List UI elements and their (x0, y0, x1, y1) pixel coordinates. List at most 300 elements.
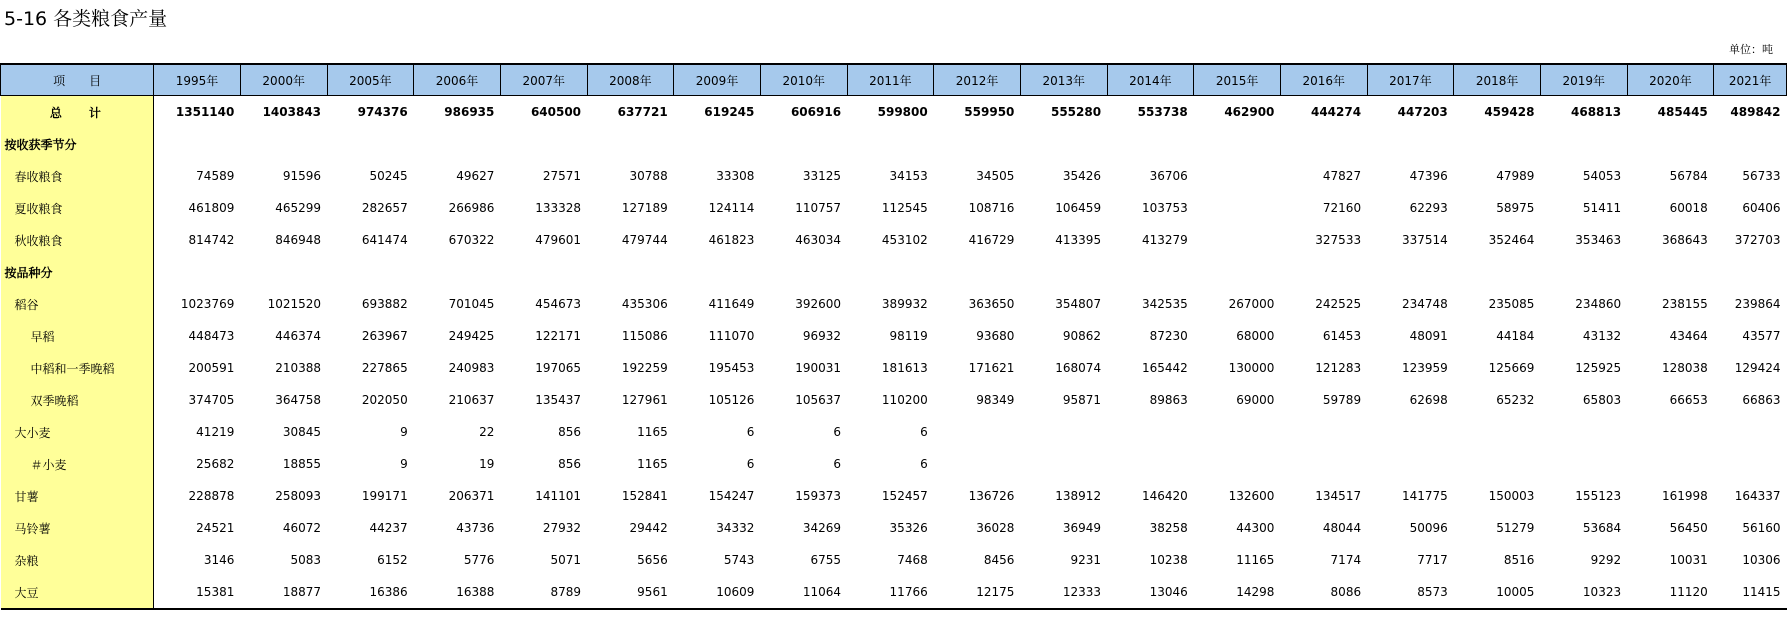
table-cell: 168074 (1055, 361, 1102, 375)
table-cell (934, 256, 1021, 288)
table-cell: 282657 (361, 201, 408, 215)
table-cell (1020, 256, 1107, 288)
table-cell (1107, 416, 1194, 448)
table-cell: 5776 (463, 553, 495, 567)
table-cell: 479601 (535, 233, 582, 247)
table-cell: 11165 (1236, 553, 1275, 567)
table-cell: 444274 (1310, 105, 1362, 119)
table-cell: 1021520 (267, 297, 322, 311)
table-cell (327, 256, 414, 288)
table-cell (327, 128, 414, 160)
table-cell: 234748 (1401, 297, 1448, 311)
table-cell: 44300 (1236, 521, 1275, 535)
table-cell: 53684 (1582, 521, 1622, 535)
table-cell: 9292 (1590, 553, 1622, 567)
table-cell (1627, 256, 1714, 288)
table-cell: 9561 (587, 576, 674, 609)
table-cell: 974376 (357, 105, 408, 119)
year-column-header: 2016年 (1280, 64, 1367, 96)
row-label: 大豆 (1, 576, 154, 609)
table-cell (1194, 192, 1281, 224)
table-cell (500, 256, 587, 288)
table-cell: 44237 (369, 521, 408, 535)
table-cell: 5743 (723, 553, 755, 567)
table-cell: 461823 (708, 233, 755, 247)
table-cell (240, 256, 327, 288)
table-cell: 249425 (448, 329, 495, 343)
table-cell: 61453 (1322, 329, 1362, 343)
table-cell: 56733 (1742, 169, 1781, 183)
table-cell: 90862 (1062, 329, 1102, 343)
table-row (1, 192, 1787, 224)
table-cell: 91596 (282, 169, 322, 183)
table-cell (587, 256, 674, 288)
table-cell (1194, 256, 1281, 288)
year-column-header: 1995年 (154, 64, 241, 96)
table-cell (674, 128, 761, 160)
row-label: 大小麦 (1, 416, 154, 448)
table-cell (1714, 256, 1787, 288)
table-cell: 670322 (448, 233, 495, 247)
table-cell (414, 256, 501, 288)
table-cell (1540, 448, 1627, 480)
table-cell: 30788 (629, 169, 668, 183)
table-cell (1280, 256, 1367, 288)
year-column-header: 2006年 (414, 64, 501, 96)
table-cell: 11120 (1627, 576, 1714, 609)
table-cell: 327533 (1315, 233, 1362, 247)
table-cell (1454, 256, 1541, 288)
table-cell: 35326 (889, 521, 928, 535)
table-cell: 25682 (196, 457, 235, 471)
table-cell: 210388 (275, 361, 322, 375)
row-label: 双季晚稻 (1, 384, 154, 416)
row-label: 稻谷 (1, 288, 154, 320)
table-cell: 1351140 (175, 105, 235, 119)
table-cell (1454, 448, 1541, 480)
table-cell: 89863 (1149, 393, 1188, 407)
table-cell: 559950 (964, 105, 1015, 119)
table-cell: 453102 (881, 233, 928, 247)
table-cell (1714, 448, 1787, 480)
table-cell: 459428 (1484, 105, 1535, 119)
table-cell: 171621 (968, 361, 1015, 375)
table-cell: 138912 (1055, 489, 1102, 503)
table-row (1, 448, 1787, 480)
table-cell (847, 256, 934, 288)
table-row (1, 544, 1787, 576)
table-cell: 846948 (275, 233, 322, 247)
table-cell: 267000 (1228, 297, 1275, 311)
table-cell: 46072 (282, 521, 322, 535)
table-cell: 468813 (1571, 105, 1622, 119)
table-cell: 1023769 (180, 297, 235, 311)
table-cell: 14298 (1194, 576, 1281, 609)
table-cell (1714, 416, 1787, 448)
table-cell: 44184 (1496, 329, 1535, 343)
table-cell: 125669 (1488, 361, 1535, 375)
table-cell: 856 (558, 457, 582, 471)
table-cell: 159373 (795, 489, 842, 503)
table-cell: 368643 (1661, 233, 1708, 247)
table-cell: 599800 (877, 105, 928, 119)
table-cell: 11415 (1714, 576, 1787, 609)
table-cell: 54053 (1582, 169, 1622, 183)
table-cell: 6 (833, 425, 842, 439)
table-cell: 50245 (369, 169, 408, 183)
table-row (1, 352, 1787, 384)
table-cell (1020, 448, 1107, 480)
row-label: 秋收粮食 (1, 224, 154, 256)
table-cell: 150003 (1488, 489, 1535, 503)
table-cell: 141101 (535, 489, 582, 503)
table-cell: 210637 (448, 393, 495, 407)
table-cell (1540, 256, 1627, 288)
table-cell: 164337 (1734, 489, 1781, 503)
table-cell: 136726 (968, 489, 1015, 503)
table-cell: 10323 (1540, 576, 1627, 609)
row-label: ＃小麦 (1, 448, 154, 480)
table-row (1, 384, 1787, 416)
year-column-header: 2013年 (1020, 64, 1107, 96)
year-column-header: 2000年 (240, 64, 327, 96)
table-cell: 49627 (456, 169, 495, 183)
grain-production-table (0, 63, 1787, 610)
table-cell: 12333 (1020, 576, 1107, 609)
table-cell: 195453 (708, 361, 755, 375)
table-cell: 22 (479, 425, 495, 439)
total-row (1, 96, 1787, 129)
table-cell: 146420 (1141, 489, 1188, 503)
item-column-header: 项 目 (1, 64, 154, 96)
table-cell: 127189 (621, 201, 668, 215)
table-cell: 155123 (1575, 489, 1622, 503)
table-cell (1194, 128, 1281, 160)
table-cell: 27932 (542, 521, 582, 535)
table-cell: 74589 (196, 169, 235, 183)
table-cell: 266986 (448, 201, 495, 215)
table-cell: 553738 (1137, 105, 1188, 119)
table-cell: 227865 (361, 361, 408, 375)
table-cell: 87230 (1149, 329, 1188, 343)
table-cell: 96932 (802, 329, 842, 343)
table-cell: 43464 (1669, 329, 1708, 343)
table-cell: 8516 (1503, 553, 1535, 567)
table-cell: 190031 (795, 361, 842, 375)
table-cell: 197065 (535, 361, 582, 375)
table-cell: 454673 (535, 297, 582, 311)
row-label: 按品种分 (1, 256, 154, 288)
table-cell: 47396 (1409, 169, 1448, 183)
table-cell (1020, 416, 1107, 448)
table-cell: 10306 (1742, 553, 1781, 567)
table-cell (1367, 256, 1454, 288)
year-column-header: 2012年 (934, 64, 1021, 96)
table-cell (760, 256, 847, 288)
table-cell (154, 128, 241, 160)
table-cell: 30845 (282, 425, 322, 439)
table-cell (1194, 416, 1281, 448)
table-cell: 235085 (1488, 297, 1535, 311)
table-cell: 56784 (1669, 169, 1708, 183)
table-cell: 58975 (1496, 201, 1535, 215)
table-cell: 637721 (617, 105, 668, 119)
table-cell: 619245 (704, 105, 755, 119)
table-cell (154, 256, 241, 288)
table-cell: 134517 (1315, 489, 1362, 503)
table-cell: 98119 (889, 329, 928, 343)
table-cell: 165442 (1141, 361, 1188, 375)
table-cell: 199171 (361, 489, 408, 503)
table-cell (1627, 416, 1714, 448)
table-cell: 48091 (1409, 329, 1448, 343)
table-cell: 65803 (1582, 393, 1622, 407)
row-label: 杂粮 (1, 544, 154, 576)
table-cell: 6755 (810, 553, 842, 567)
year-column-header: 2021年 (1714, 64, 1787, 96)
table-cell: 110200 (881, 393, 928, 407)
year-column-header: 2019年 (1540, 64, 1627, 96)
table-cell: 6 (746, 425, 755, 439)
table-row (1, 160, 1787, 192)
table-cell: 354807 (1055, 297, 1102, 311)
table-cell: 51279 (1496, 521, 1535, 535)
table-cell: 263967 (361, 329, 408, 343)
table-cell (1107, 256, 1194, 288)
table-cell: 435306 (621, 297, 668, 311)
year-column-header: 2020年 (1627, 64, 1714, 96)
table-cell (1280, 128, 1367, 160)
table-cell: 68000 (1236, 329, 1275, 343)
table-cell: 372703 (1734, 233, 1781, 247)
table-cell (1107, 128, 1194, 160)
table-cell (1367, 128, 1454, 160)
table-cell: 3146 (203, 553, 235, 567)
table-cell: 34153 (889, 169, 928, 183)
table-cell: 72160 (1322, 201, 1362, 215)
table-cell: 56450 (1669, 521, 1708, 535)
table-cell: 66863 (1742, 393, 1781, 407)
table-cell: 128038 (1661, 361, 1708, 375)
table-cell: 125925 (1575, 361, 1622, 375)
table-cell (1627, 128, 1714, 160)
table-cell: 34269 (802, 521, 842, 535)
year-column-header: 2005年 (327, 64, 414, 96)
table-cell: 27571 (542, 169, 582, 183)
table-cell: 192259 (621, 361, 668, 375)
table-cell: 465299 (275, 201, 322, 215)
table-cell: 13046 (1107, 576, 1194, 609)
page-title: 5-16 各类粮食产量 (4, 8, 168, 30)
table-cell: 127961 (621, 393, 668, 407)
table-cell: 489842 (1730, 105, 1781, 119)
table-cell: 7468 (897, 553, 928, 567)
table-cell: 152457 (881, 489, 928, 503)
table-cell: 47827 (1322, 169, 1362, 183)
table-cell: 130000 (1228, 361, 1275, 375)
table-cell: 413279 (1141, 233, 1188, 247)
table-cell: 65232 (1496, 393, 1535, 407)
table-row (1, 224, 1787, 256)
table-cell: 16386 (327, 576, 414, 609)
table-cell: 8086 (1280, 576, 1367, 609)
table-cell: 112545 (881, 201, 928, 215)
table-cell: 36028 (976, 521, 1015, 535)
table-cell (1540, 128, 1627, 160)
table-cell: 33125 (802, 169, 842, 183)
table-cell: 56160 (1742, 521, 1781, 535)
table-cell: 7717 (1417, 553, 1448, 567)
table-cell (1454, 416, 1541, 448)
table-cell: 8789 (500, 576, 587, 609)
table-row (1, 128, 1787, 160)
table-cell: 856 (558, 425, 582, 439)
table-cell (934, 416, 1021, 448)
table-cell: 10238 (1149, 553, 1188, 567)
row-label: 总 计 (1, 96, 154, 129)
table-cell: 161998 (1661, 489, 1708, 503)
table-cell: 6 (920, 425, 928, 439)
table-cell (1367, 416, 1454, 448)
table-cell: 43577 (1742, 329, 1781, 343)
table-cell: 7174 (1330, 553, 1362, 567)
table-cell: 181613 (881, 361, 928, 375)
table-cell: 29442 (629, 521, 668, 535)
table-cell: 258093 (275, 489, 322, 503)
table-cell: 115086 (621, 329, 668, 343)
row-label: 马铃薯 (1, 512, 154, 544)
row-label: 春收粮食 (1, 160, 154, 192)
table-cell: 11766 (847, 576, 934, 609)
table-cell: 103753 (1141, 201, 1188, 215)
table-cell: 463034 (795, 233, 842, 247)
table-cell: 8456 (983, 553, 1015, 567)
table-cell (1194, 448, 1281, 480)
table-cell: 110757 (795, 201, 842, 215)
table-cell: 60406 (1742, 201, 1781, 215)
row-label: 中稻和一季晚稻 (1, 352, 154, 384)
table-cell: 34505 (976, 169, 1015, 183)
table-cell: 154247 (708, 489, 755, 503)
table-cell: 416729 (968, 233, 1015, 247)
table-cell: 242525 (1315, 297, 1362, 311)
table-cell (1714, 128, 1787, 160)
table-cell: 986935 (444, 105, 495, 119)
table-cell: 693882 (361, 297, 408, 311)
table-row (1, 512, 1787, 544)
table-cell: 363650 (968, 297, 1015, 311)
table-cell: 124114 (708, 201, 755, 215)
table-cell: 41219 (196, 425, 235, 439)
table-cell: 132600 (1228, 489, 1275, 503)
table-cell: 16388 (414, 576, 501, 609)
table-cell (1280, 416, 1367, 448)
table-cell: 48044 (1322, 521, 1362, 535)
table-cell: 59789 (1322, 393, 1362, 407)
table-cell: 121283 (1315, 361, 1362, 375)
table-cell: 122171 (535, 329, 582, 343)
unit-label: 单位：吨 (1729, 43, 1773, 56)
table-cell: 479744 (621, 233, 668, 247)
table-row (1, 320, 1787, 352)
table-cell: 6 (920, 457, 928, 471)
table-row (1, 256, 1787, 288)
table-cell: 413395 (1055, 233, 1102, 247)
table-cell: 60018 (1669, 201, 1708, 215)
table-cell: 364758 (275, 393, 322, 407)
table-cell: 814742 (188, 233, 235, 247)
table-row (1, 576, 1787, 609)
table-cell (674, 256, 761, 288)
table-cell: 98349 (976, 393, 1015, 407)
table-cell: 485445 (1657, 105, 1708, 119)
table-cell: 50096 (1409, 521, 1448, 535)
table-cell: 135437 (535, 393, 582, 407)
table-cell: 106459 (1055, 201, 1102, 215)
table-cell: 446374 (275, 329, 322, 343)
year-column-header: 2017年 (1367, 64, 1454, 96)
table-cell: 36949 (1062, 521, 1102, 535)
table-cell: 152841 (621, 489, 668, 503)
table-cell: 206371 (448, 489, 495, 503)
table-cell: 19 (479, 457, 495, 471)
table-cell (1107, 448, 1194, 480)
table-cell: 8573 (1367, 576, 1454, 609)
table-cell (1367, 448, 1454, 480)
table-cell (847, 128, 934, 160)
table-cell: 33308 (716, 169, 755, 183)
header-row (1, 64, 1787, 96)
table-cell: 239864 (1734, 297, 1781, 311)
table-cell (414, 128, 501, 160)
table-cell: 9 (400, 457, 408, 471)
table-cell: 62698 (1409, 393, 1448, 407)
table-cell: 6 (746, 457, 755, 471)
table-row (1, 416, 1787, 448)
table-cell: 38258 (1149, 521, 1188, 535)
table-cell: 10609 (674, 576, 761, 609)
year-column-header: 2014年 (1107, 64, 1194, 96)
table-cell (240, 128, 327, 160)
table-cell: 1165 (637, 425, 668, 439)
table-cell (760, 128, 847, 160)
row-label: 甘薯 (1, 480, 154, 512)
table-cell: 51411 (1582, 201, 1622, 215)
table-cell: 240983 (448, 361, 495, 375)
table-cell: 5071 (550, 553, 582, 567)
table-cell (1627, 448, 1714, 480)
table-cell: 352464 (1488, 233, 1535, 247)
table-cell: 448473 (188, 329, 235, 343)
table-row (1, 288, 1787, 320)
table-cell (1194, 224, 1281, 256)
table-cell: 337514 (1401, 233, 1448, 247)
year-column-header: 2009年 (674, 64, 761, 96)
table-cell: 389932 (881, 297, 928, 311)
table-cell: 43736 (456, 521, 495, 535)
table-cell (1020, 128, 1107, 160)
year-column-header: 2007年 (500, 64, 587, 96)
table-cell: 9231 (1070, 553, 1102, 567)
table-cell (500, 128, 587, 160)
table-cell: 47989 (1496, 169, 1535, 183)
table-cell (1454, 128, 1541, 160)
table-cell: 6 (833, 457, 842, 471)
table-cell: 62293 (1409, 201, 1448, 215)
table-cell: 24521 (196, 521, 235, 535)
year-column-header: 2015年 (1194, 64, 1281, 96)
table-cell: 1403843 (262, 105, 322, 119)
